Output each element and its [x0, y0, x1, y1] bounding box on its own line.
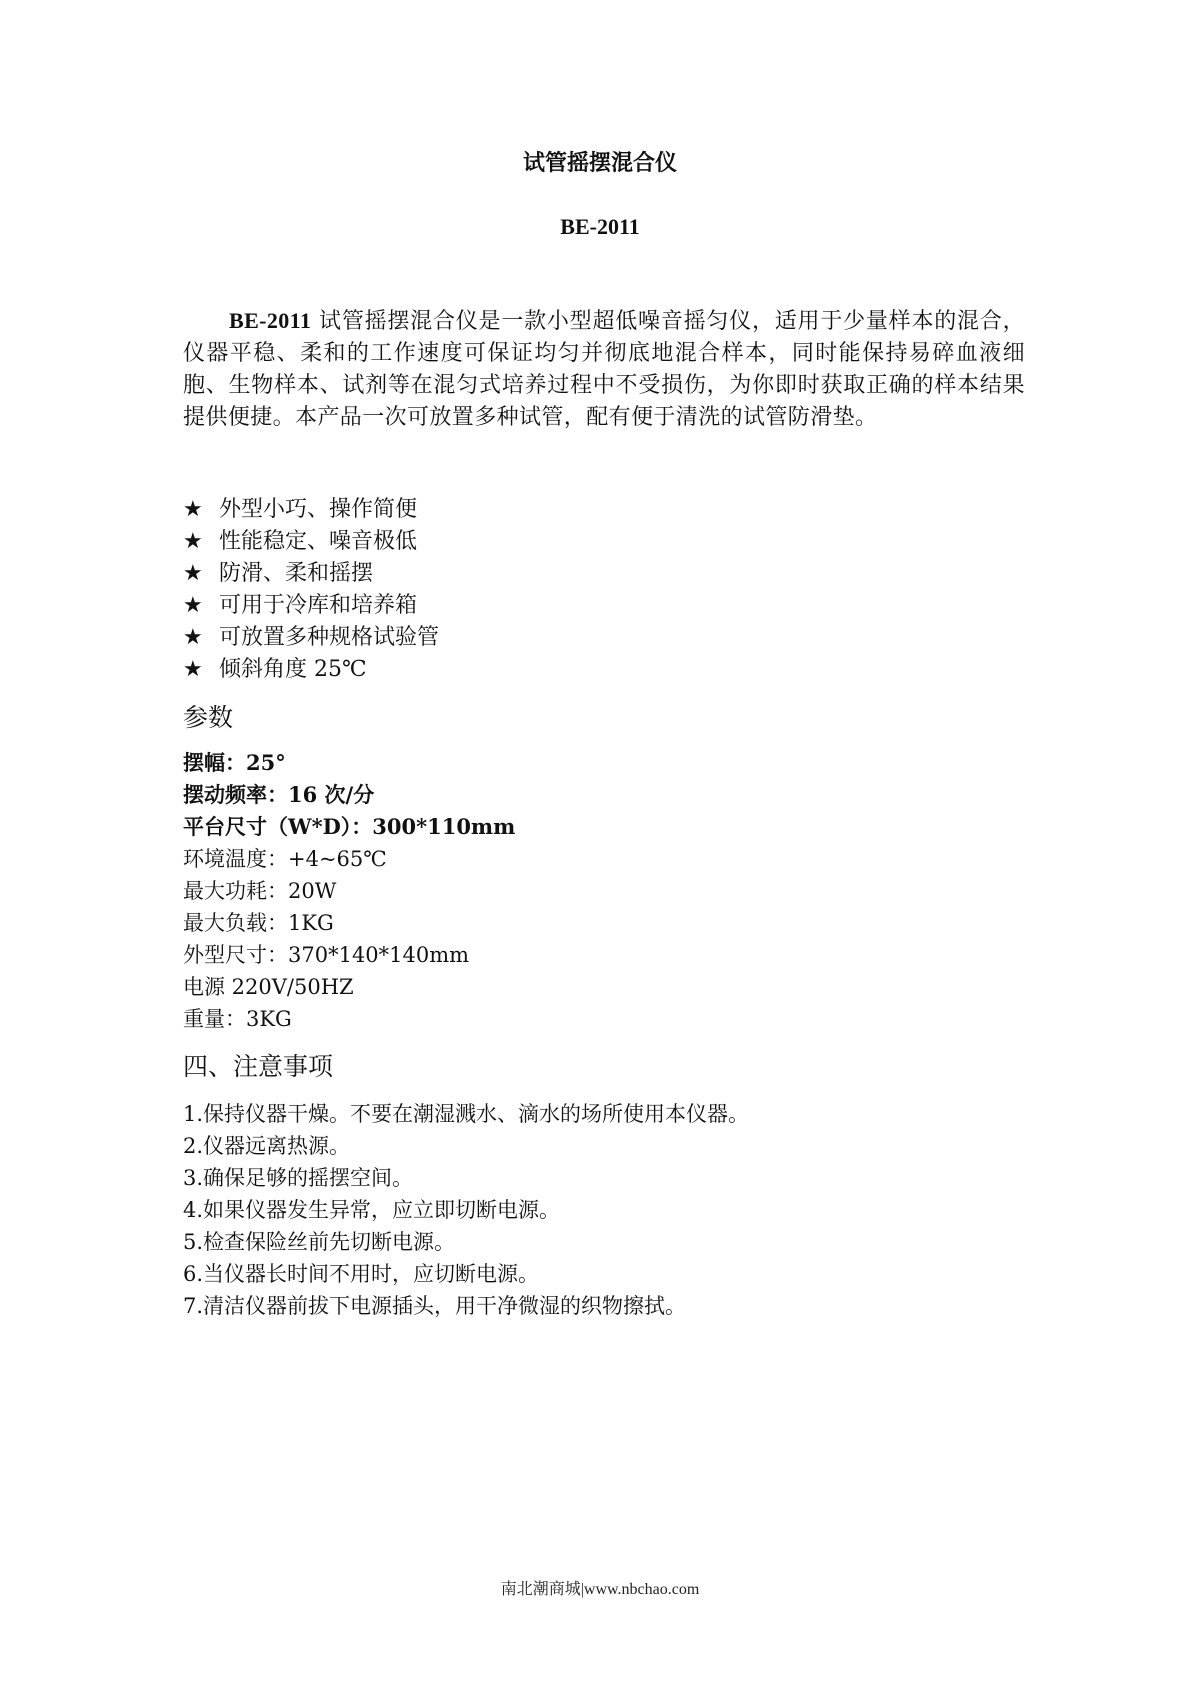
feature-item [183, 622, 1025, 654]
feature-item [183, 494, 1025, 526]
intro-lead: BE-2011 [229, 308, 312, 333]
note-item: 2.仪器远离热源。 [183, 1134, 351, 1158]
intro-body: 试管摇摆混合仪是一款小型超低噪音摇匀仪，适用于少量样本的混合，仪器平稳、柔和的工作速度可保证均匀并彻底地混合样本，同时能保持易碎血液细胞、生物样本、试剂等在混匀式培养过程中不受损伤，为你即时获取正确的样本结果提供便捷。本产品一次可放置多种试管，配有便于清洗的试管防滑垫。 [183, 309, 1025, 430]
star-icon: ★ [183, 497, 203, 522]
feature-text: 倾斜角度 25℃ [219, 657, 367, 682]
parameter-item: 摆幅：25° [183, 750, 286, 775]
star-icon: ★ [183, 625, 203, 650]
note-item: 7.清洁仪器前拔下电源插头，用干净微湿的织物擦拭。 [183, 1294, 687, 1318]
notes-list [183, 1098, 749, 1322]
footer-source-link[interactable]: 南北潮商城|www.nbchao.com [500, 1581, 700, 1598]
feature-text: 性能稳定、噪音极低 [219, 529, 418, 554]
parameter-item: 外型尺寸：370*140*140mm [183, 943, 470, 967]
parameter-item: 电源 220V/50HZ [183, 975, 354, 999]
parameter-item: 环境温度：+4~65℃ [183, 847, 387, 871]
note-item: 4.如果仪器发生异常，应立即切断电源。 [183, 1198, 561, 1222]
note-item: 5.检查保险丝前先切断电源。 [183, 1230, 456, 1254]
note-item: 1.保持仪器干燥。不要在潮湿溅水、滴水的场所使用本仪器。 [183, 1102, 750, 1126]
model-number: BE-2011 [560, 214, 640, 239]
feature-text: 外型小巧、操作简便 [219, 497, 418, 522]
parameter-item: 平台尺寸（W*D）：300*110mm [183, 814, 516, 839]
note-item: 6.当仪器长时间不用时，应切断电源。 [183, 1262, 540, 1286]
feature-item [183, 526, 1025, 558]
star-icon: ★ [183, 529, 203, 554]
parameter-item: 摆动频率：16 次/分 [183, 782, 375, 807]
star-icon: ★ [183, 657, 203, 682]
note-item: 3.确保足够的摇摆空间。 [183, 1166, 414, 1190]
star-icon: ★ [183, 561, 203, 586]
feature-item [183, 558, 1025, 590]
intro-paragraph [183, 305, 1025, 434]
feature-item [183, 654, 1025, 686]
star-icon: ★ [183, 593, 203, 618]
notes-heading: 四、注意事项 [183, 1052, 334, 1081]
feature-text: 可放置多种规格试验管 [219, 625, 440, 650]
parameter-item: 重量：3KG [183, 1007, 292, 1031]
document-title: 试管摇摆混合仪 [522, 150, 677, 176]
feature-list [183, 494, 1025, 686]
feature-text: 可用于冷库和培养箱 [219, 593, 418, 618]
feature-item [183, 590, 1025, 622]
feature-text: 防滑、柔和摇摆 [219, 561, 374, 586]
parameter-item: 最大功耗：20W [183, 879, 337, 903]
parameter-item: 最大负载：1KG [183, 911, 334, 935]
parameters-heading: 参数 [183, 703, 234, 732]
parameter-list [183, 747, 515, 1035]
